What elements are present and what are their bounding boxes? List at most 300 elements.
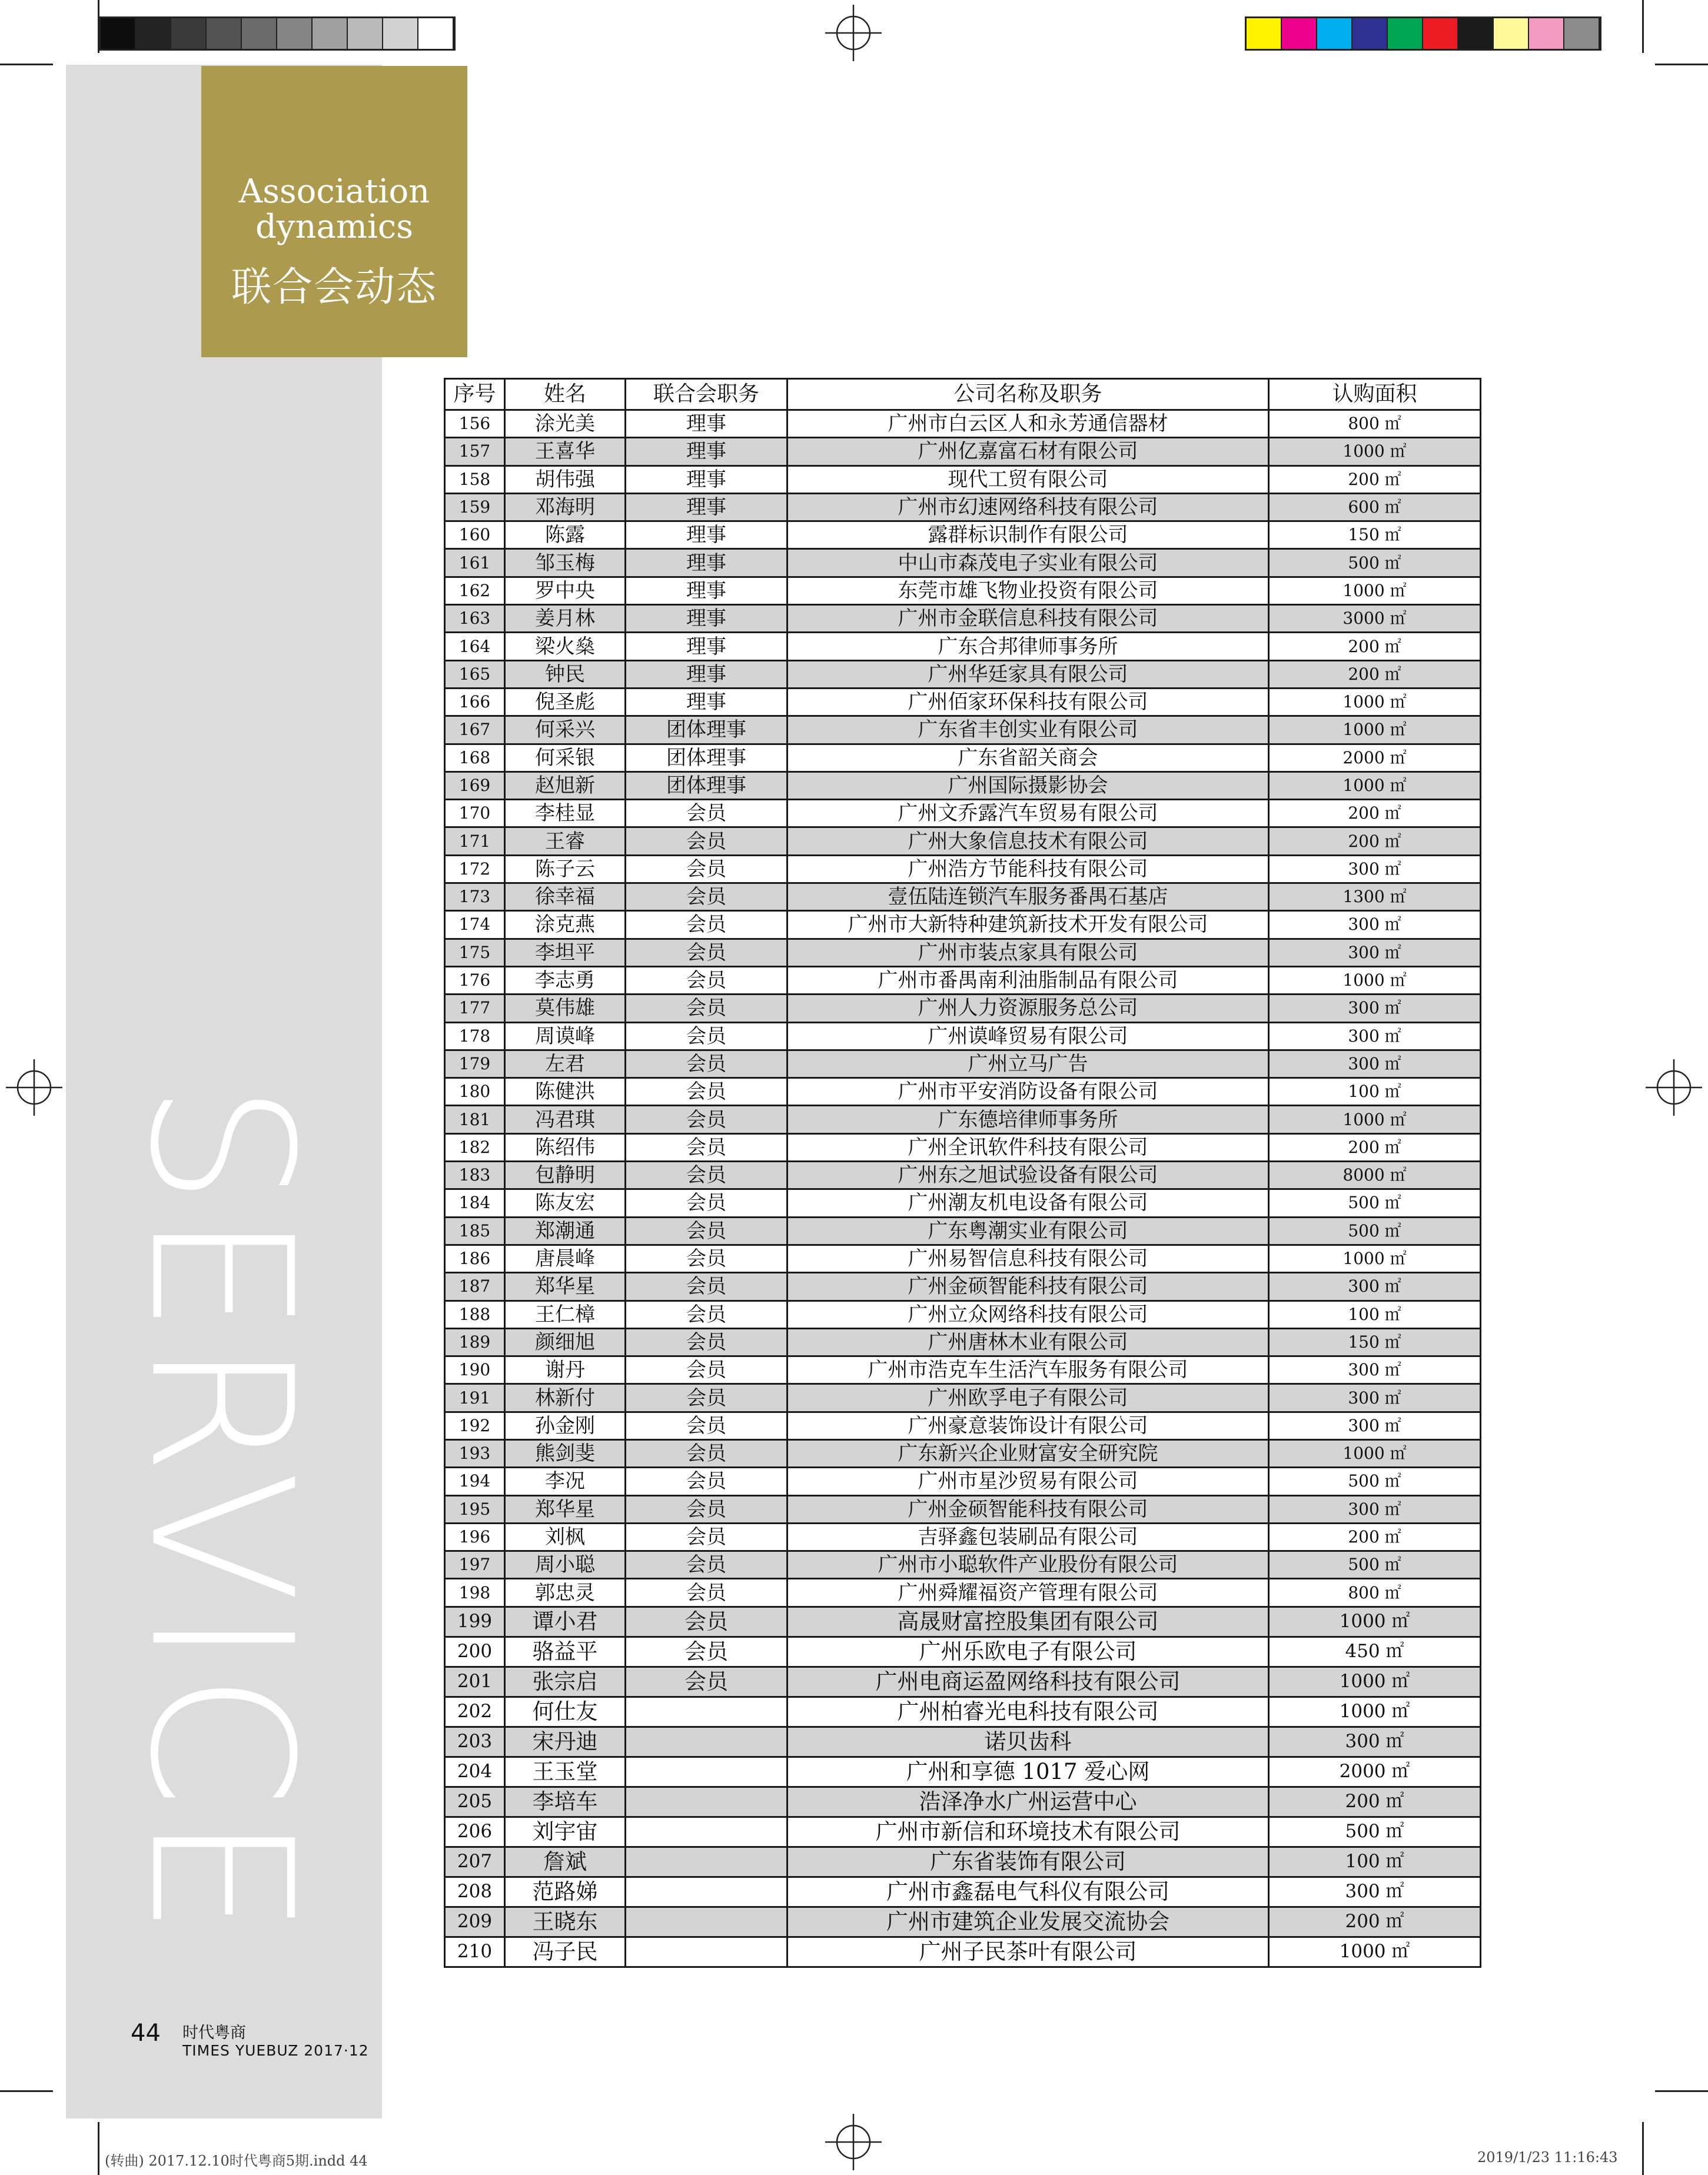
cell-name: 周谟峰 (505, 1022, 626, 1050)
table-row (445, 1412, 1481, 1439)
cell-name: 陈绍伟 (505, 1133, 626, 1161)
cell-company: 广州舜耀福资产管理有限公司 (787, 1579, 1269, 1607)
cell-company: 广东合邦律师事务所 (787, 633, 1269, 660)
cell-company: 中山市森茂电子实业有限公司 (787, 549, 1269, 577)
table-row (445, 1877, 1481, 1907)
table-row (445, 883, 1481, 911)
cell-index: 183 (445, 1162, 505, 1189)
cell-area: 1000 ㎡ (1269, 577, 1481, 604)
table-row (445, 549, 1481, 577)
calibration-swatch (348, 18, 383, 49)
cell-company: 广州人力资源服务总公司 (787, 995, 1269, 1022)
cell-index: 177 (445, 995, 505, 1022)
table-row (445, 1301, 1481, 1328)
cell-name: 张宗启 (505, 1667, 626, 1697)
cell-name: 谢丹 (505, 1356, 626, 1384)
cell-role: 会员 (626, 966, 787, 994)
cell-index: 174 (445, 911, 505, 939)
table-row (445, 605, 1481, 633)
table-row (445, 1495, 1481, 1523)
cell-role: 会员 (626, 1133, 787, 1161)
cell-role: 会员 (626, 1384, 787, 1412)
cell-role: 理事 (626, 688, 787, 716)
table-row (445, 1384, 1481, 1412)
cell-role: 团体理事 (626, 716, 787, 744)
cell-area: 300 ㎡ (1269, 1356, 1481, 1384)
cell-index: 172 (445, 855, 505, 883)
cell-area: 1000 ㎡ (1269, 966, 1481, 994)
cell-area: 500 ㎡ (1269, 1189, 1481, 1217)
cell-index: 175 (445, 939, 505, 966)
section-title-en-line1: Association (238, 172, 430, 211)
cell-area: 500 ㎡ (1269, 1217, 1481, 1245)
cell-index: 186 (445, 1245, 505, 1272)
cell-role: 团体理事 (626, 771, 787, 799)
cell-role: 理事 (626, 465, 787, 493)
table-row (445, 577, 1481, 604)
cell-index: 201 (445, 1667, 505, 1697)
cell-company: 广州市金联信息科技有限公司 (787, 605, 1269, 633)
crop-mark (98, 2122, 99, 2175)
registration-mark-icon (825, 2114, 882, 2170)
print-slug-file: (转曲) 2017.12.10时代粤商5期.indd 44 (105, 2153, 368, 2169)
cell-index: 162 (445, 577, 505, 604)
table-row (445, 660, 1481, 688)
cell-role: 理事 (626, 410, 787, 438)
calibration-swatch (171, 18, 207, 49)
cell-role (626, 1697, 787, 1727)
cell-name: 包静明 (505, 1162, 626, 1189)
cell-name: 熊剑斐 (505, 1439, 626, 1467)
calibration-swatch (1423, 18, 1458, 49)
calibration-swatch (207, 18, 242, 49)
cell-company: 广州国际摄影协会 (787, 771, 1269, 799)
cell-area: 100 ㎡ (1269, 1078, 1481, 1106)
cell-role: 会员 (626, 1301, 787, 1328)
table-row (445, 493, 1481, 521)
cell-index: 200 (445, 1637, 505, 1667)
cell-role: 理事 (626, 660, 787, 688)
header-name: 姓名 (505, 379, 626, 410)
cell-index: 195 (445, 1495, 505, 1523)
cell-role: 会员 (626, 1667, 787, 1697)
cell-company: 广州乐欧电子有限公司 (787, 1637, 1269, 1667)
cell-company: 广州金硕智能科技有限公司 (787, 1495, 1269, 1523)
cell-role: 会员 (626, 827, 787, 855)
crop-mark (1642, 2122, 1644, 2175)
cell-area: 200 ㎡ (1269, 1787, 1481, 1817)
cell-name: 陈露 (505, 521, 626, 549)
grayscale-calibration-bar (99, 16, 456, 51)
cell-index: 204 (445, 1757, 505, 1787)
cell-index: 193 (445, 1439, 505, 1467)
header-role: 联合会职务 (626, 379, 787, 410)
cell-area: 300 ㎡ (1269, 1412, 1481, 1439)
cell-name: 郭忠灵 (505, 1579, 626, 1607)
cell-name: 王晓东 (505, 1907, 626, 1937)
table-row (445, 1162, 1481, 1189)
header-index: 序号 (445, 379, 505, 410)
cell-index: 196 (445, 1523, 505, 1551)
cell-index: 180 (445, 1078, 505, 1106)
calibration-swatch (1388, 18, 1423, 49)
cell-area: 300 ㎡ (1269, 855, 1481, 883)
table-row (445, 1189, 1481, 1217)
cell-role: 理事 (626, 549, 787, 577)
cell-name: 颜细旭 (505, 1328, 626, 1356)
cell-index: 166 (445, 688, 505, 716)
cell-index: 198 (445, 1579, 505, 1607)
cell-area: 1000 ㎡ (1269, 716, 1481, 744)
table-row (445, 1022, 1481, 1050)
cell-name: 范路娣 (505, 1877, 626, 1907)
cell-role: 会员 (626, 1162, 787, 1189)
cell-area: 1000 ㎡ (1269, 1607, 1481, 1637)
crop-mark (1655, 2090, 1708, 2092)
cell-name: 陈子云 (505, 855, 626, 883)
cell-role: 会员 (626, 1050, 787, 1077)
cell-index: 199 (445, 1607, 505, 1637)
cell-area: 2000 ㎡ (1269, 744, 1481, 771)
cell-area: 150 ㎡ (1269, 521, 1481, 549)
cell-company: 广东粤潮实业有限公司 (787, 1217, 1269, 1245)
cell-company: 广州市平安消防设备有限公司 (787, 1078, 1269, 1106)
cell-role: 会员 (626, 939, 787, 966)
cell-company: 广州全讯软件科技有限公司 (787, 1133, 1269, 1161)
cell-company: 广州东之旭试验设备有限公司 (787, 1162, 1269, 1189)
cell-area: 300 ㎡ (1269, 1273, 1481, 1301)
cell-name: 郑华星 (505, 1273, 626, 1301)
cell-company: 广东德培律师事务所 (787, 1106, 1269, 1133)
cell-index: 205 (445, 1787, 505, 1817)
cell-index: 187 (445, 1273, 505, 1301)
cell-area: 1000 ㎡ (1269, 1245, 1481, 1272)
cell-company: 广州佰家环保科技有限公司 (787, 688, 1269, 716)
cell-company: 广州市番禺南利油脂制品有限公司 (787, 966, 1269, 994)
cell-index: 173 (445, 883, 505, 911)
cell-company: 广州立众网络科技有限公司 (787, 1301, 1269, 1328)
table-row (445, 1356, 1481, 1384)
table-row (445, 1133, 1481, 1161)
table-row (445, 1523, 1481, 1551)
calibration-swatch (101, 18, 136, 49)
table-row (445, 521, 1481, 549)
cell-role: 理事 (626, 521, 787, 549)
cell-name: 左君 (505, 1050, 626, 1077)
table-row (445, 995, 1481, 1022)
cell-role: 会员 (626, 800, 787, 827)
cell-name: 王玉堂 (505, 1757, 626, 1787)
cell-company: 浩泽净水广州运营中心 (787, 1787, 1269, 1817)
cell-name: 王睿 (505, 827, 626, 855)
cell-company: 广州电商运盈网络科技有限公司 (787, 1667, 1269, 1697)
cell-role: 会员 (626, 1607, 787, 1637)
table-row (445, 716, 1481, 744)
cell-company: 广州唐林木业有限公司 (787, 1328, 1269, 1356)
table-row (445, 1579, 1481, 1607)
cell-name: 王仁樟 (505, 1301, 626, 1328)
cell-company: 广东省装饰有限公司 (787, 1847, 1269, 1877)
calibration-swatch (313, 18, 348, 49)
cell-name: 詹斌 (505, 1847, 626, 1877)
cell-area: 8000 ㎡ (1269, 1162, 1481, 1189)
service-vertical-title (108, 953, 334, 2071)
cell-area: 500 ㎡ (1269, 1817, 1481, 1847)
cell-index: 185 (445, 1217, 505, 1245)
calibration-swatch (1282, 18, 1317, 49)
cell-name: 梁火燊 (505, 633, 626, 660)
cell-area: 800 ㎡ (1269, 410, 1481, 438)
cell-area: 200 ㎡ (1269, 633, 1481, 660)
header-area: 认购面积 (1269, 379, 1481, 410)
table-row (445, 410, 1481, 438)
cell-area: 600 ㎡ (1269, 493, 1481, 521)
cell-index: 176 (445, 966, 505, 994)
header-company: 公司名称及职务 (787, 379, 1269, 410)
cell-index: 191 (445, 1384, 505, 1412)
cell-role: 会员 (626, 1579, 787, 1607)
cell-area: 1000 ㎡ (1269, 1937, 1481, 1967)
cell-role (626, 1847, 787, 1877)
table-row (445, 800, 1481, 827)
cell-index: 210 (445, 1937, 505, 1967)
cell-name: 陈健洪 (505, 1078, 626, 1106)
cell-name: 涂克燕 (505, 911, 626, 939)
table-row (445, 1551, 1481, 1579)
cell-area: 1300 ㎡ (1269, 883, 1481, 911)
cell-area: 100 ㎡ (1269, 1301, 1481, 1328)
cell-name: 李志勇 (505, 966, 626, 994)
cell-role: 会员 (626, 1328, 787, 1356)
cell-role: 会员 (626, 1022, 787, 1050)
service-word: SERVICE (108, 1082, 334, 1943)
cell-name: 郑潮通 (505, 1217, 626, 1245)
table-row (445, 1607, 1481, 1637)
cell-name: 郑华星 (505, 1495, 626, 1523)
registration-mark-icon (6, 1059, 62, 1116)
cell-area: 1000 ㎡ (1269, 1667, 1481, 1697)
cell-role: 会员 (626, 1468, 787, 1495)
cell-name: 钟民 (505, 660, 626, 688)
table-row (445, 465, 1481, 493)
table-row (445, 939, 1481, 966)
calibration-swatch (1529, 18, 1564, 49)
cell-company: 广州亿嘉富石材有限公司 (787, 438, 1269, 465)
cell-index: 168 (445, 744, 505, 771)
cell-company: 露群标识制作有限公司 (787, 521, 1269, 549)
cell-index: 178 (445, 1022, 505, 1050)
table-row (445, 1637, 1481, 1667)
cell-role: 会员 (626, 1217, 787, 1245)
cell-company: 高晟财富控股集团有限公司 (787, 1607, 1269, 1637)
cell-role: 会员 (626, 883, 787, 911)
table-row (445, 1697, 1481, 1727)
cell-area: 150 ㎡ (1269, 1328, 1481, 1356)
table-row (445, 855, 1481, 883)
cell-area: 300 ㎡ (1269, 1727, 1481, 1757)
cell-role: 会员 (626, 1356, 787, 1384)
calibration-swatch (1458, 18, 1494, 49)
cell-index: 202 (445, 1697, 505, 1727)
cell-name: 骆益平 (505, 1637, 626, 1667)
cell-index: 181 (445, 1106, 505, 1133)
cell-index: 167 (445, 716, 505, 744)
cell-area: 300 ㎡ (1269, 911, 1481, 939)
cell-area: 300 ㎡ (1269, 995, 1481, 1022)
cell-name: 林新付 (505, 1384, 626, 1412)
cell-name: 罗中央 (505, 577, 626, 604)
cell-role: 会员 (626, 1273, 787, 1301)
table-row (445, 1907, 1481, 1937)
cell-index: 184 (445, 1189, 505, 1217)
cell-company: 广州浩方节能科技有限公司 (787, 855, 1269, 883)
table-body (445, 410, 1481, 1967)
calibration-swatch (242, 18, 277, 49)
cell-index: 208 (445, 1877, 505, 1907)
cell-name: 周小聪 (505, 1551, 626, 1579)
cell-role (626, 1787, 787, 1817)
crop-mark (0, 2090, 53, 2092)
cell-index: 189 (445, 1328, 505, 1356)
cell-role: 会员 (626, 855, 787, 883)
magazine-name-cn: 时代粤商 (182, 2024, 246, 2042)
cell-role: 会员 (626, 1189, 787, 1217)
cell-index: 171 (445, 827, 505, 855)
table-row (445, 1757, 1481, 1787)
section-title-box (201, 66, 467, 357)
cell-role (626, 1727, 787, 1757)
cell-role (626, 1937, 787, 1967)
cell-role: 理事 (626, 577, 787, 604)
cell-name: 何仕友 (505, 1697, 626, 1727)
cell-role: 会员 (626, 1439, 787, 1467)
calibration-swatch (277, 18, 313, 49)
cell-role: 会员 (626, 1523, 787, 1551)
cell-index: 156 (445, 410, 505, 438)
cell-area: 200 ㎡ (1269, 1133, 1481, 1161)
cell-area: 200 ㎡ (1269, 827, 1481, 855)
table-row (445, 1727, 1481, 1757)
registration-mark-icon (1646, 1059, 1702, 1116)
cell-company: 广东省韶关商会 (787, 744, 1269, 771)
cell-role: 理事 (626, 633, 787, 660)
cell-index: 157 (445, 438, 505, 465)
cell-name: 邓海明 (505, 493, 626, 521)
cell-area: 200 ㎡ (1269, 660, 1481, 688)
cell-name: 姜月林 (505, 605, 626, 633)
table-row (445, 771, 1481, 799)
cell-index: 160 (445, 521, 505, 549)
table-row (445, 688, 1481, 716)
cell-company: 广州市浩克车生活汽车服务有限公司 (787, 1356, 1269, 1384)
section-title-en-line2: dynamics (255, 208, 414, 246)
cell-name: 何采银 (505, 744, 626, 771)
cell-area: 500 ㎡ (1269, 549, 1481, 577)
calibration-swatch (136, 18, 171, 49)
table-header-row (445, 379, 1481, 410)
table-row (445, 1787, 1481, 1817)
cell-company: 壹伍陆连锁汽车服务番禺石基店 (787, 883, 1269, 911)
cell-area: 1000 ㎡ (1269, 688, 1481, 716)
cell-company: 广州市装点家具有限公司 (787, 939, 1269, 966)
table-row (445, 438, 1481, 465)
cell-role (626, 1757, 787, 1787)
cell-company: 广东新兴企业财富安全研究院 (787, 1439, 1269, 1467)
cell-role: 会员 (626, 1551, 787, 1579)
cell-index: 158 (445, 465, 505, 493)
table-row (445, 827, 1481, 855)
cell-company: 广州市星沙贸易有限公司 (787, 1468, 1269, 1495)
cell-index: 170 (445, 800, 505, 827)
cell-company: 广州谟峰贸易有限公司 (787, 1022, 1269, 1050)
cell-index: 192 (445, 1412, 505, 1439)
color-calibration-bar (1245, 16, 1601, 51)
cell-area: 450 ㎡ (1269, 1637, 1481, 1667)
cell-company: 广州市白云区人和永芳通信器材 (787, 410, 1269, 438)
cell-name: 唐晨峰 (505, 1245, 626, 1272)
cell-company: 广州市大新特种建筑新技术开发有限公司 (787, 911, 1269, 939)
cell-company: 现代工贸有限公司 (787, 465, 1269, 493)
cell-role: 理事 (626, 438, 787, 465)
table-row (445, 1817, 1481, 1847)
cell-name: 徐幸福 (505, 883, 626, 911)
table-row (445, 1328, 1481, 1356)
cell-role: 理事 (626, 605, 787, 633)
cell-name: 胡伟强 (505, 465, 626, 493)
cell-area: 2000 ㎡ (1269, 1757, 1481, 1787)
cell-index: 188 (445, 1301, 505, 1328)
cell-area: 500 ㎡ (1269, 1468, 1481, 1495)
cell-index: 165 (445, 660, 505, 688)
cell-company: 广州欧孚电子有限公司 (787, 1384, 1269, 1412)
cell-role: 会员 (626, 1495, 787, 1523)
cell-role: 理事 (626, 493, 787, 521)
cell-company: 广州柏睿光电科技有限公司 (787, 1697, 1269, 1727)
cell-name: 倪圣彪 (505, 688, 626, 716)
cell-index: 197 (445, 1551, 505, 1579)
table-row (445, 1468, 1481, 1495)
cell-company: 吉驿鑫包装刷品有限公司 (787, 1523, 1269, 1551)
cell-role: 会员 (626, 995, 787, 1022)
cell-name: 李坦平 (505, 939, 626, 966)
cell-area: 1000 ㎡ (1269, 1106, 1481, 1133)
cell-name: 陈友宏 (505, 1189, 626, 1217)
cell-area: 500 ㎡ (1269, 1551, 1481, 1579)
table-row (445, 1667, 1481, 1697)
table-row (445, 1078, 1481, 1106)
cell-role: 团体理事 (626, 744, 787, 771)
cell-area: 300 ㎡ (1269, 1495, 1481, 1523)
table-row (445, 1106, 1481, 1133)
cell-name: 刘枫 (505, 1523, 626, 1551)
cell-role (626, 1817, 787, 1847)
cell-name: 何采兴 (505, 716, 626, 744)
cell-area: 1000 ㎡ (1269, 1697, 1481, 1727)
cell-company: 广东省丰创实业有限公司 (787, 716, 1269, 744)
cell-area: 300 ㎡ (1269, 1384, 1481, 1412)
crop-mark (98, 0, 99, 53)
cell-index: 182 (445, 1133, 505, 1161)
cell-index: 194 (445, 1468, 505, 1495)
cell-role (626, 1877, 787, 1907)
page-number: 44 (131, 2020, 161, 2047)
table-row (445, 1847, 1481, 1877)
cell-area: 3000 ㎡ (1269, 605, 1481, 633)
cell-company: 广州文乔露汽车贸易有限公司 (787, 800, 1269, 827)
print-slug-timestamp: 2019/1/23 11:16:43 (1477, 2149, 1618, 2166)
cell-company: 广州市小聪软件产业股份有限公司 (787, 1551, 1269, 1579)
cell-role: 会员 (626, 1412, 787, 1439)
